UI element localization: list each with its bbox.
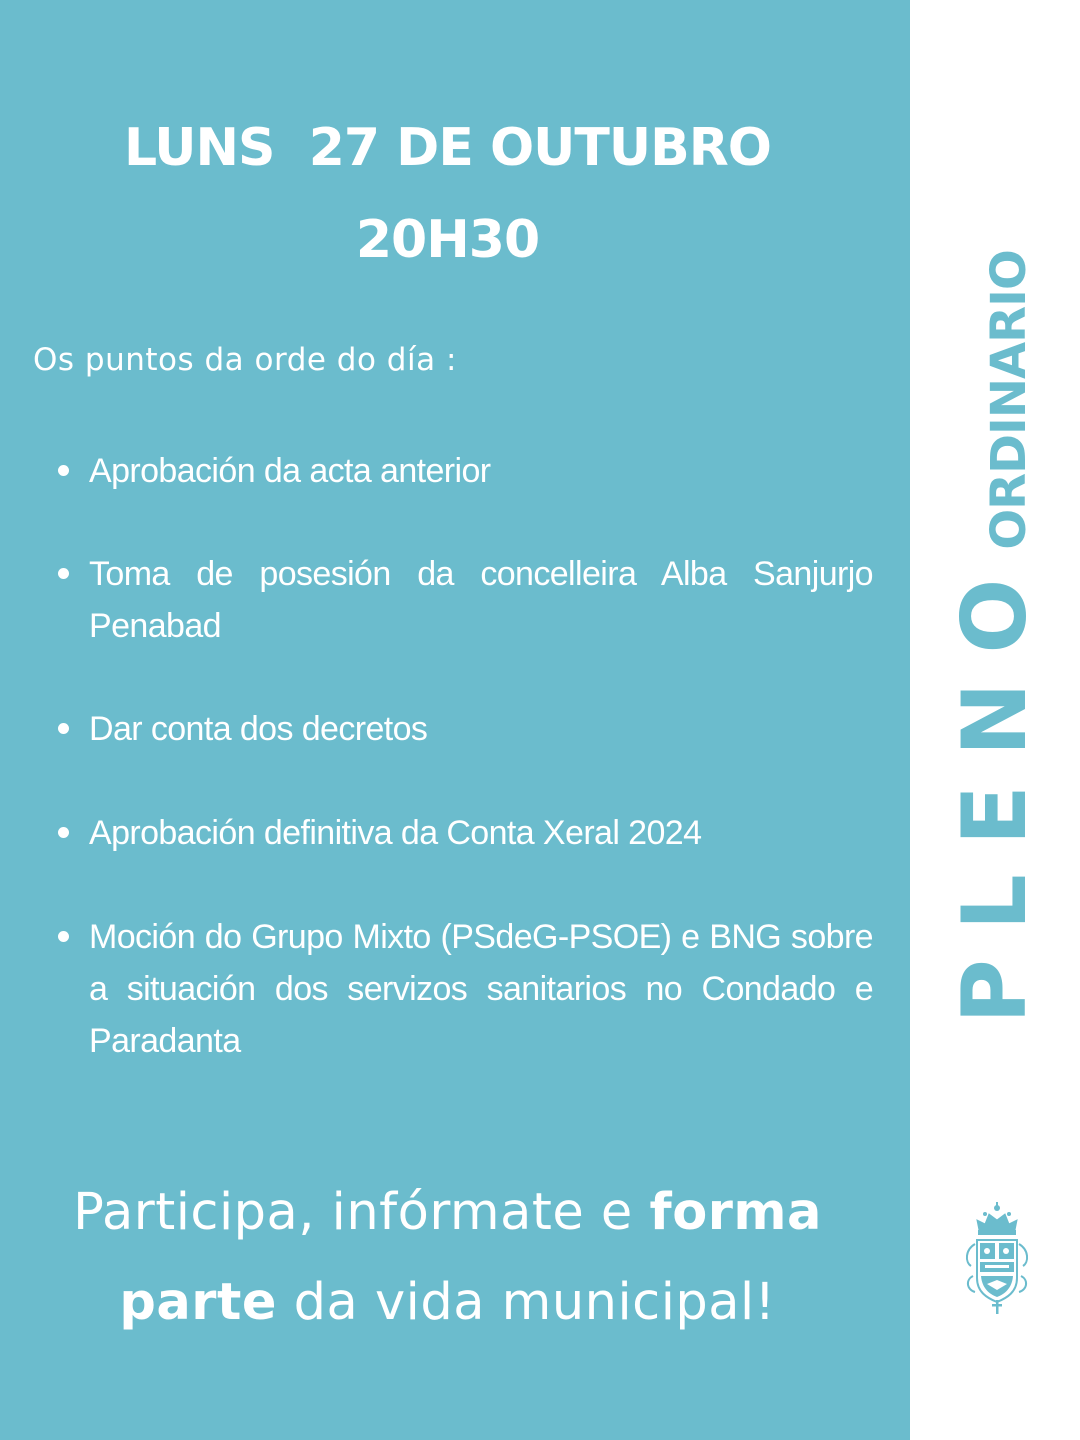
title-pleno: PLENO bbox=[943, 549, 1046, 1024]
agenda-item-text: Dar conta dos decretos bbox=[89, 710, 428, 748]
bullet-icon bbox=[58, 931, 69, 942]
event-date: LUNS 27 DE OUTUBRO bbox=[124, 118, 771, 178]
cta-text-1: Participa, infórmate e bbox=[73, 1183, 650, 1242]
agenda-item bbox=[58, 911, 873, 1067]
cta-bold-2: parte bbox=[119, 1273, 277, 1332]
bullet-icon bbox=[58, 568, 69, 579]
cta-bold-1: forma bbox=[649, 1183, 822, 1242]
agenda-item-text: Aprobación da acta anterior bbox=[89, 452, 491, 490]
agenda-intro: Os puntos da orde do día : bbox=[33, 342, 457, 378]
title-ordinario: ORDINARIO bbox=[981, 250, 1037, 550]
bullet-icon bbox=[58, 827, 69, 838]
crest-icon bbox=[963, 1200, 1031, 1314]
bullet-icon bbox=[58, 465, 69, 476]
event-time: 20H30 bbox=[355, 210, 540, 270]
vertical-title-inner bbox=[943, 250, 1046, 1024]
call-to-action bbox=[0, 1168, 895, 1348]
agenda-item-text: Moción do Grupo Mixto (PSdeG-PSOE) e BNG sobre a situación dos servizos sanitarios no Condado e Paradanta bbox=[89, 918, 873, 1060]
bullet-icon bbox=[58, 723, 69, 734]
cta-text-2: da vida municipal! bbox=[276, 1273, 776, 1332]
agenda-item bbox=[58, 807, 873, 859]
agenda-item bbox=[58, 445, 873, 497]
agenda-item-text: Aprobación definitiva da Conta Xeral 2024 bbox=[89, 814, 702, 852]
agenda-item bbox=[58, 703, 873, 755]
agenda-item bbox=[58, 548, 873, 652]
agenda-item-text: Toma de posesión da concelleira Alba Sanjurjo Penabad bbox=[89, 555, 873, 645]
